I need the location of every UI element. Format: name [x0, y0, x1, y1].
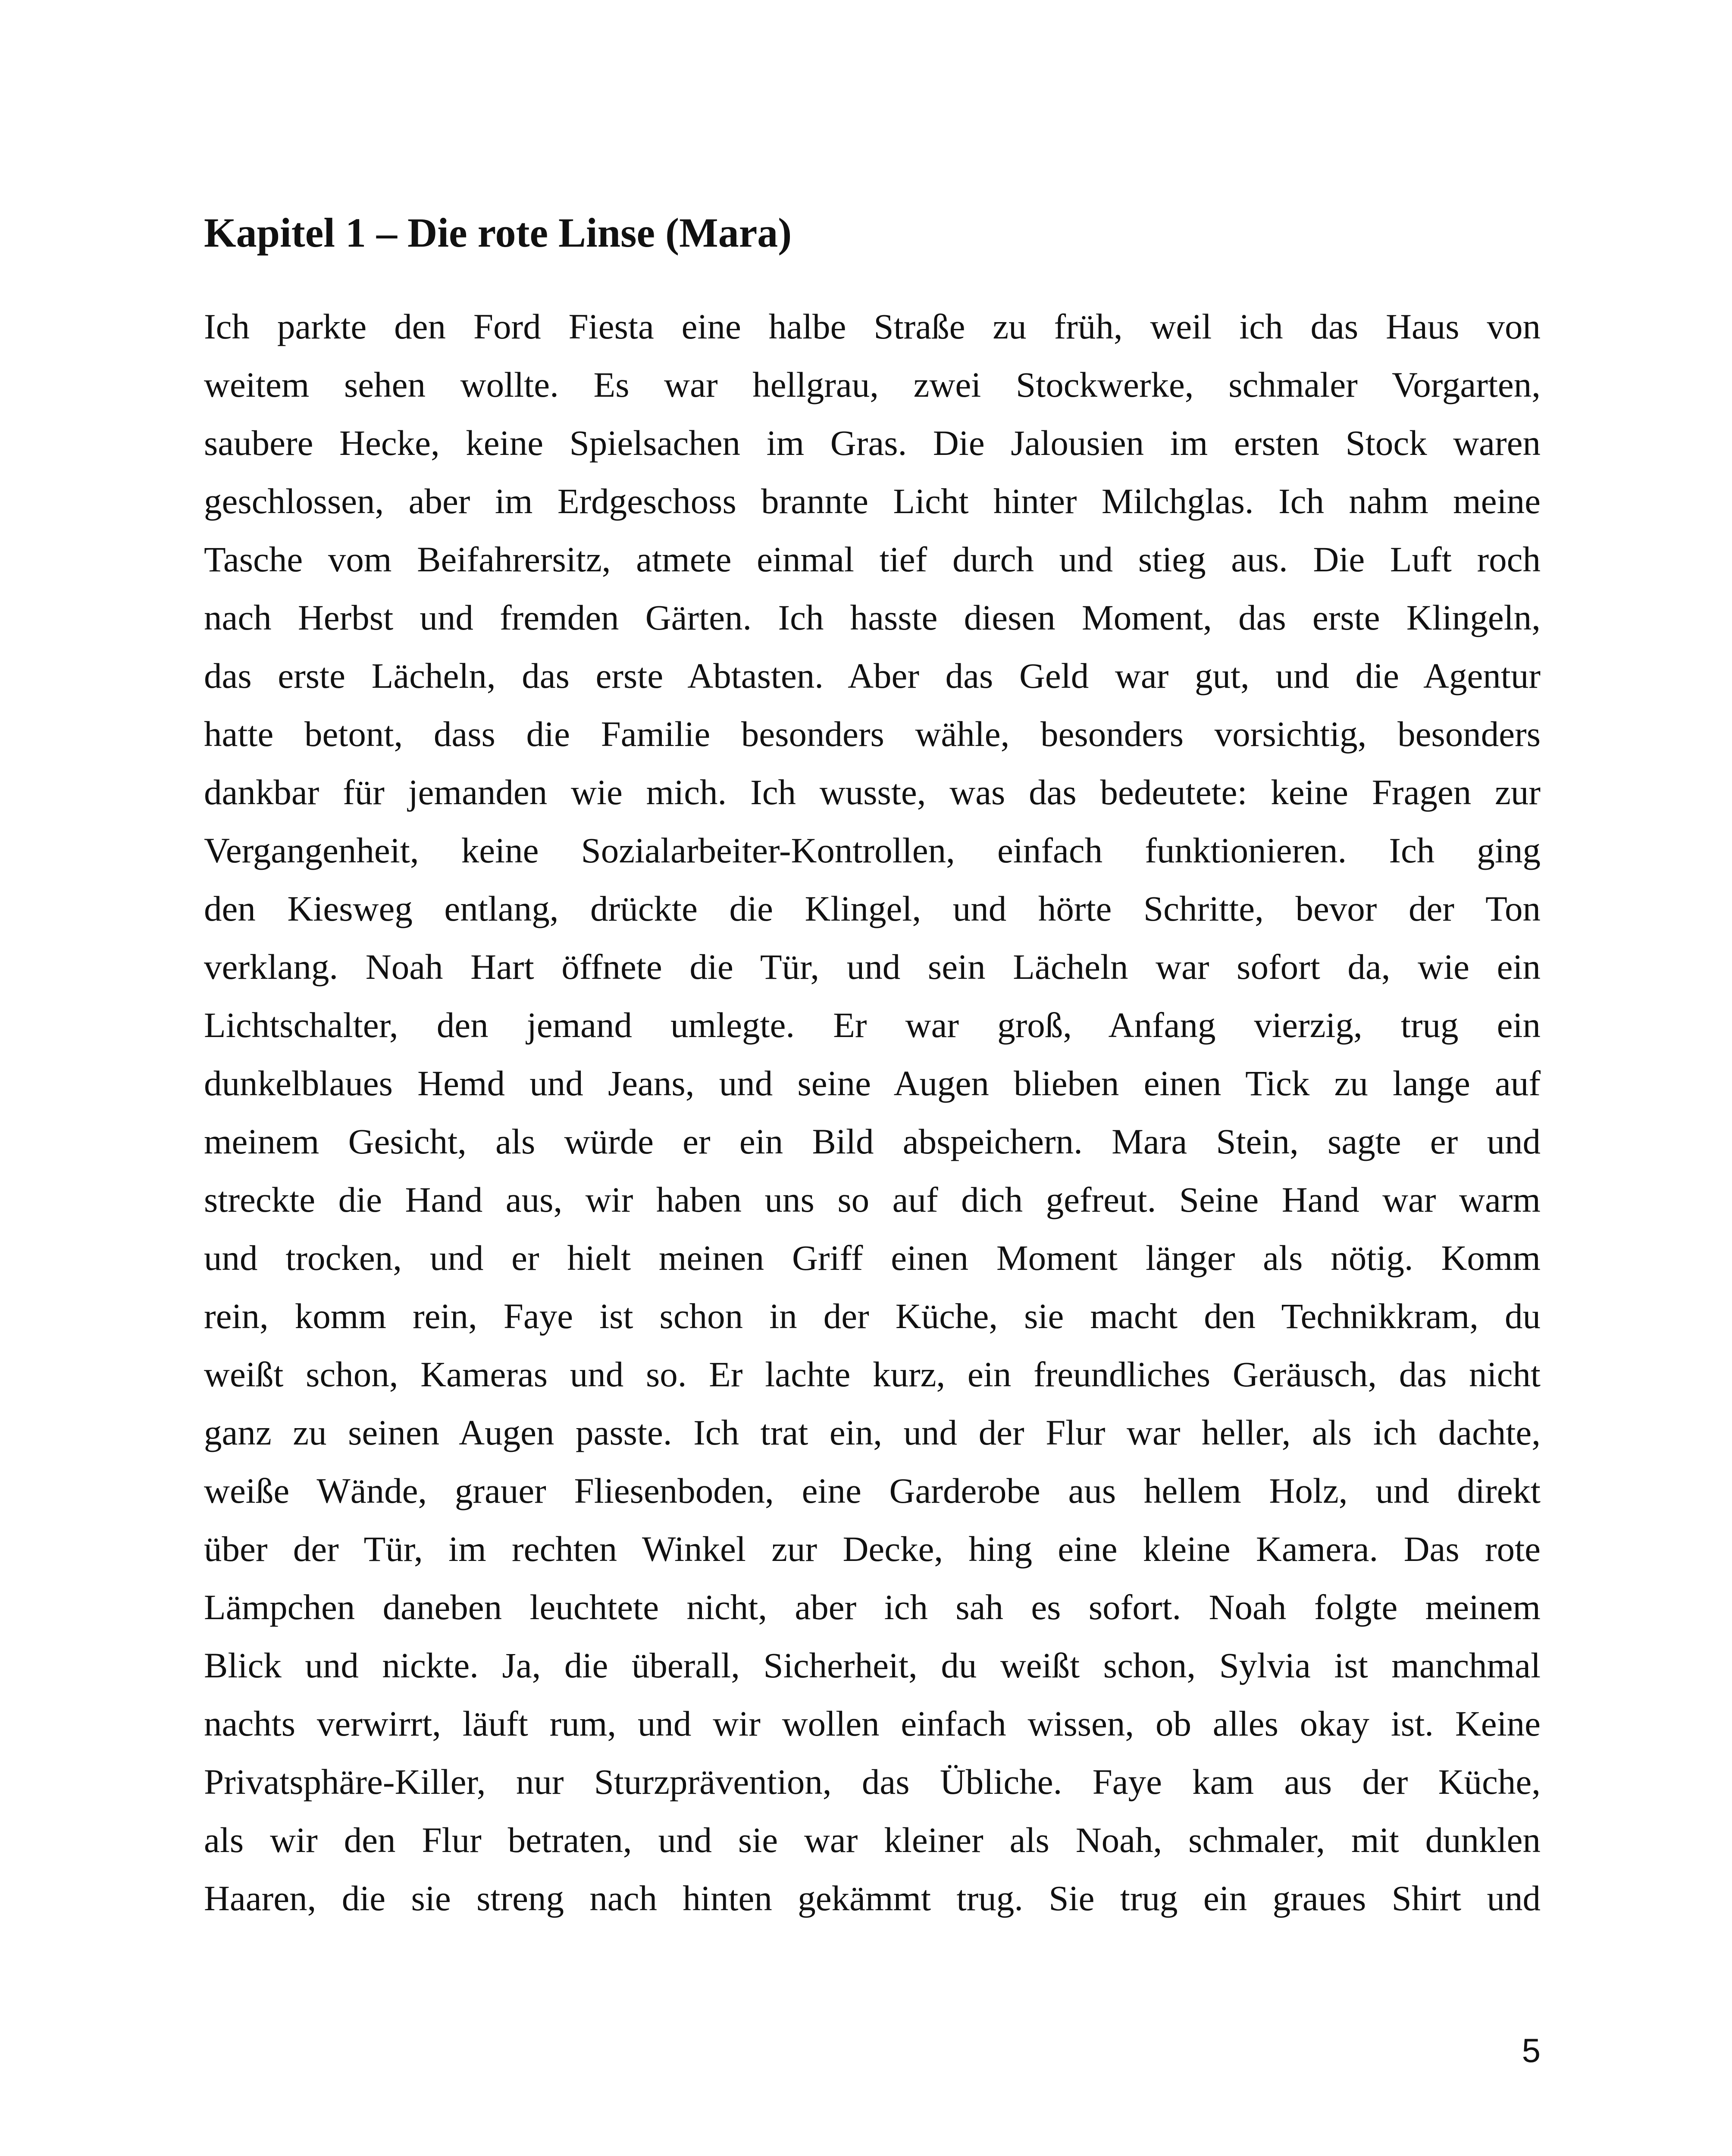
text-line: Lämpchen daneben leuchtete nicht, aber ich sah es sofort. Noah folgte meinem	[204, 1587, 1541, 1627]
text-line: nach Herbst und fremden Gärten. Ich hasste diesen Moment, das erste Klingeln,	[204, 598, 1541, 637]
text-line: geschlossen, aber im Erdgeschoss brannte Licht hinter Milchglas. Ich nahm meine	[204, 481, 1541, 521]
text-line: verklang. Noah Hart öffnete die Tür, und sein Lächeln war sofort da, wie ein	[204, 947, 1541, 987]
body-text	[204, 298, 1541, 1927]
text-line: streckte die Hand aus, wir haben uns so auf dich gefreut. Seine Hand war warm	[204, 1180, 1541, 1219]
text-line: Vergangenheit, keine Sozialarbeiter-Kontrollen, einfach funktionieren. Ich ging	[204, 830, 1541, 870]
text-line: den Kiesweg entlang, drückte die Klingel, und hörte Schritte, bevor der Ton	[204, 889, 1541, 928]
text-line: weiße Wände, grauer Fliesenboden, eine Garderobe aus hellem Holz, und direkt	[204, 1471, 1541, 1510]
text-line: Lichtschalter, den jemand umlegte. Er war groß, Anfang vierzig, trug ein	[204, 1005, 1541, 1045]
chapter-title: Kapitel 1 – Die rote Linse (Mara)	[204, 210, 792, 256]
text-line: Ich parkte den Ford Fiesta eine halbe Straße zu früh, weil ich das Haus von	[204, 307, 1541, 346]
text-line: über der Tür, im rechten Winkel zur Decke, hing eine kleine Kamera. Das rote	[204, 1529, 1541, 1569]
text-line: weitem sehen wollte. Es war hellgrau, zwei Stockwerke, schmaler Vorgarten,	[204, 365, 1541, 404]
text-line: Haaren, die sie streng nach hinten gekämmt trug. Sie trug ein graues Shirt und	[204, 1878, 1541, 1918]
text-line: Tasche vom Beifahrersitz, atmete einmal tief durch und stieg aus. Die Luft roch	[204, 539, 1541, 579]
text-line: das erste Lächeln, das erste Abtasten. Aber das Geld war gut, und die Agentur	[204, 656, 1541, 696]
text-line: und trocken, und er hielt meinen Griff einen Moment länger als nötig. Komm	[204, 1238, 1541, 1278]
text-line: weißt schon, Kameras und so. Er lachte kurz, ein freundliches Geräusch, das nicht	[204, 1354, 1541, 1394]
text-line: saubere Hecke, keine Spielsachen im Gras. Die Jalousien im ersten Stock waren	[204, 423, 1541, 463]
text-line: als wir den Flur betraten, und sie war kleiner als Noah, schmaler, mit dunklen	[204, 1820, 1541, 1860]
text-line: nachts verwirrt, läuft rum, und wir wollen einfach wissen, ob alles okay ist. Keine	[204, 1704, 1541, 1743]
page-number: 5	[1522, 2031, 1541, 2069]
text-line: dankbar für jemanden wie mich. Ich wusste, was das bedeutete: keine Fragen zur	[204, 772, 1541, 812]
text-line: hatte betont, dass die Familie besonders wähle, besonders vorsichtig, besonders	[204, 714, 1541, 754]
text-line: dunkelblaues Hemd und Jeans, und seine Augen blieben einen Tick zu lange auf	[204, 1063, 1541, 1103]
text-line: Privatsphäre-Killer, nur Sturzprävention, das Übliche. Faye kam aus der Küche,	[204, 1762, 1541, 1802]
text-line: ganz zu seinen Augen passte. Ich trat ein, und der Flur war heller, als ich dachte,	[204, 1413, 1541, 1452]
text-line: Blick und nickte. Ja, die überall, Sicherheit, du weißt schon, Sylvia ist manchmal	[204, 1645, 1541, 1685]
text-line: rein, komm rein, Faye ist schon in der Küche, sie macht den Technikkram, du	[204, 1296, 1541, 1336]
text-line: meinem Gesicht, als würde er ein Bild abspeichern. Mara Stein, sagte er und	[204, 1122, 1541, 1161]
